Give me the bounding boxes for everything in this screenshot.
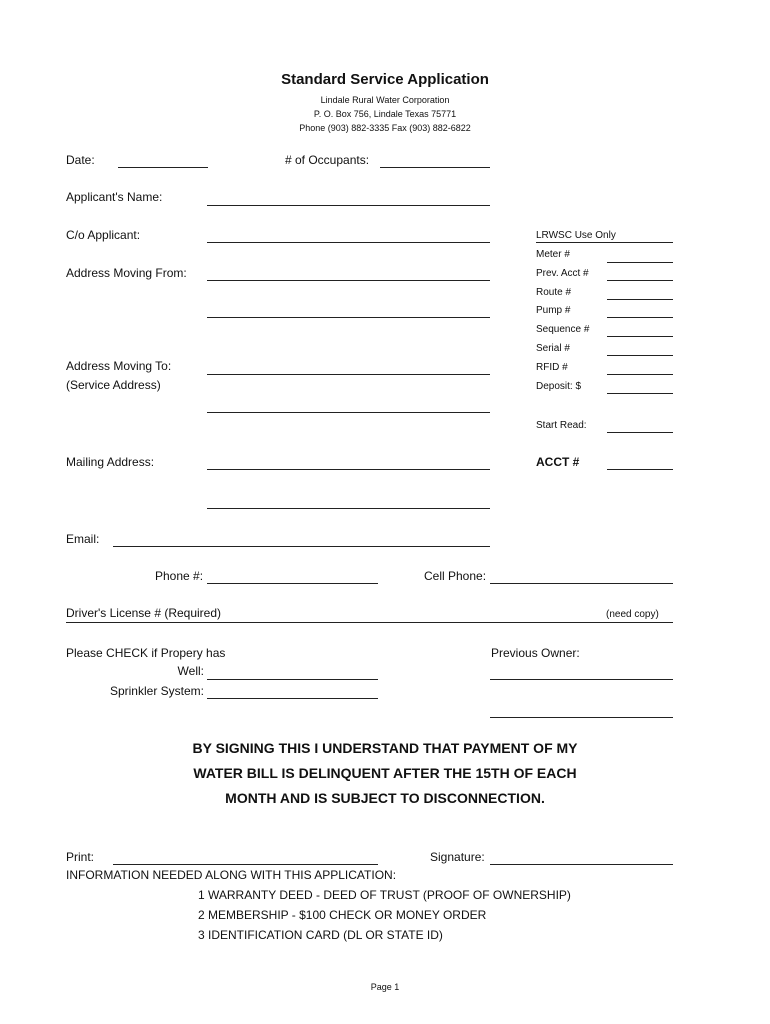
- acct-label: ACCT #: [536, 455, 580, 469]
- previous-owner-field-1[interactable]: [490, 679, 673, 680]
- well-label: Well:: [177, 664, 204, 678]
- notice-line-3: MONTH AND IS SUBJECT TO DISCONNECTION.: [225, 790, 545, 806]
- applicant-name-field[interactable]: [207, 205, 490, 206]
- route-label: Route #: [536, 287, 572, 298]
- signature-label: Signature:: [430, 850, 485, 864]
- info-item-3: 3 IDENTIFICATION CARD (DL OR STATE ID): [198, 928, 443, 942]
- previous-owner-label: Previous Owner:: [491, 646, 580, 660]
- address-from-field-1[interactable]: [207, 280, 490, 281]
- pump-label: Pump #: [536, 305, 571, 316]
- print-label: Print:: [66, 850, 95, 864]
- deposit-label: Deposit: $: [536, 381, 582, 392]
- cell-phone-label: Cell Phone:: [424, 569, 487, 583]
- acct-field[interactable]: [607, 469, 673, 470]
- phone-field[interactable]: [207, 583, 378, 584]
- org-name: Lindale Rural Water Corporation: [320, 95, 450, 105]
- form-title: Standard Service Application: [281, 71, 489, 88]
- org-contact: Phone (903) 882-3335 Fax (903) 882-6822: [299, 123, 471, 133]
- occupants-label: # of Occupants:: [285, 153, 370, 167]
- date-label: Date:: [66, 153, 95, 167]
- prev-acct-label: Prev. Acct #: [536, 268, 589, 279]
- cell-phone-field[interactable]: [490, 583, 673, 584]
- print-field[interactable]: [113, 864, 378, 865]
- office-use-rule: [536, 242, 673, 243]
- rfid-label: RFID #: [536, 362, 568, 373]
- meter-label: Meter #: [536, 249, 570, 260]
- signature-field[interactable]: [490, 864, 673, 865]
- email-field[interactable]: [113, 546, 490, 547]
- serial-label: Serial #: [536, 343, 570, 354]
- occupants-field[interactable]: [380, 167, 490, 168]
- pump-field[interactable]: [607, 317, 673, 318]
- info-item-2: 2 MEMBERSHIP - $100 CHECK OR MONEY ORDER: [198, 908, 487, 922]
- service-address-label: (Service Address): [66, 378, 161, 392]
- notice-line-1: BY SIGNING THIS I UNDERSTAND THAT PAYMENT OF MY: [192, 740, 578, 756]
- serial-field[interactable]: [607, 355, 673, 356]
- well-field[interactable]: [207, 679, 378, 680]
- email-label: Email:: [66, 532, 100, 546]
- applicant-name-label: Applicant's Name:: [66, 190, 163, 204]
- address-from-label: Address Moving From:: [66, 266, 187, 280]
- info-heading: INFORMATION NEEDED ALONG WITH THIS APPLICATION:: [66, 868, 397, 882]
- deposit-field[interactable]: [607, 393, 673, 394]
- page-number: Page 1: [370, 982, 400, 992]
- drivers-license-label: Driver's License # (Required): [66, 606, 222, 620]
- notice-line-2: WATER BILL IS DELINQUENT AFTER THE 15TH OF EACH: [193, 765, 577, 781]
- route-field[interactable]: [607, 299, 673, 300]
- previous-owner-field-2[interactable]: [490, 717, 673, 718]
- info-item-1: 1 WARRANTY DEED - DEED OF TRUST (PROOF OF OWNERSHIP): [198, 888, 571, 902]
- meter-field[interactable]: [607, 262, 673, 263]
- mailing-address-field-2[interactable]: [207, 508, 490, 509]
- address-to-field-2[interactable]: [207, 412, 490, 413]
- mailing-address-label: Mailing Address:: [66, 455, 155, 469]
- date-field[interactable]: [118, 167, 208, 168]
- co-applicant-field[interactable]: [207, 242, 490, 243]
- address-to-label: Address Moving To:: [66, 359, 172, 373]
- prev-acct-field[interactable]: [607, 280, 673, 281]
- start-read-label: Start Read:: [536, 420, 587, 431]
- sequence-label: Sequence #: [536, 324, 590, 335]
- sprinkler-field[interactable]: [207, 698, 378, 699]
- sprinkler-label: Sprinkler System:: [109, 684, 204, 698]
- rfid-field[interactable]: [607, 374, 673, 375]
- sequence-field[interactable]: [607, 336, 673, 337]
- property-check-label: Please CHECK if Propery has: [66, 646, 226, 660]
- address-to-field-1[interactable]: [207, 374, 490, 375]
- org-address: P. O. Box 756, Lindale Texas 75771: [313, 109, 457, 119]
- office-use-heading: LRWSC Use Only: [536, 230, 616, 241]
- phone-label: Phone #:: [155, 569, 204, 583]
- drivers-license-field[interactable]: [66, 622, 673, 623]
- address-from-field-2[interactable]: [207, 317, 490, 318]
- need-copy-note: (need copy): [606, 609, 659, 620]
- start-read-field[interactable]: [607, 432, 673, 433]
- co-applicant-label: C/o Applicant:: [66, 228, 141, 242]
- mailing-address-field-1[interactable]: [207, 469, 490, 470]
